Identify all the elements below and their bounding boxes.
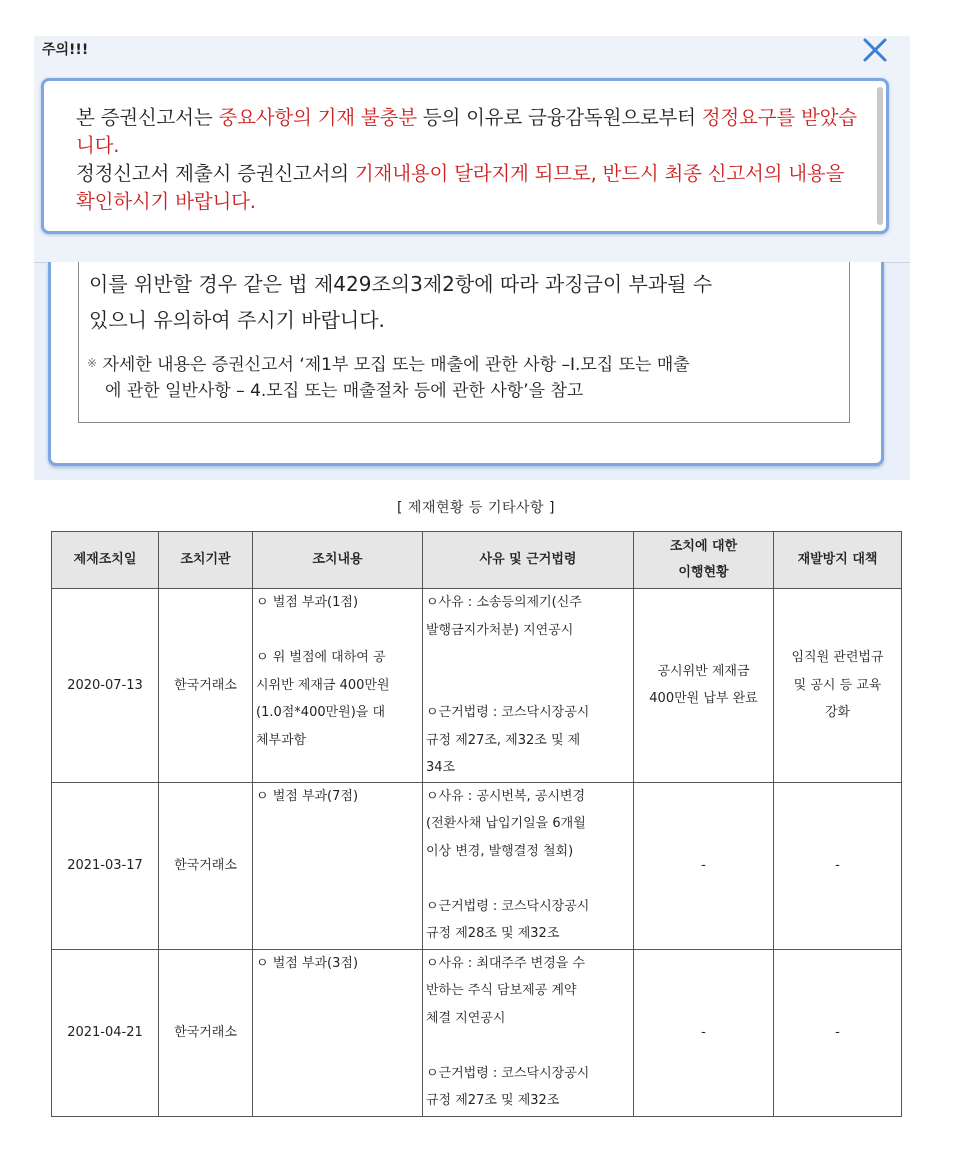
column-header-label: 제재조치일: [73, 552, 137, 567]
column-header-label: 조치에 대한: [669, 539, 738, 554]
column-header: [774, 532, 902, 589]
prevention-cell: [774, 782, 902, 949]
prevention-cell-line: 강화: [824, 705, 851, 720]
action-cell-line: ㅇ 벌점 부과(1점): [256, 595, 359, 610]
reason-cell-line: 규정 제28조 및 제32조: [426, 926, 560, 941]
column-header: [159, 532, 253, 589]
implementation-cell-line: 공시위반 제재금: [657, 663, 750, 679]
alert-text-segment: 정정신고서 제출시 증권신고서의: [76, 162, 355, 185]
reason-cell-line: 발행금지가처분) 지연공시: [426, 622, 574, 638]
reason-cell-line: ㅇ사유 : 최대주주 변경을 수: [426, 955, 586, 971]
reason-cell-line: ㅇ근거법령 : 코스닥시장공시: [426, 898, 590, 914]
implementation-cell: [634, 589, 774, 783]
alert-text-segment: 본 증권신고서는: [76, 106, 219, 129]
action-cell: [253, 949, 423, 1116]
column-header-label: 사유 및 근거법령: [479, 552, 577, 567]
column-header: [253, 532, 423, 589]
reason-cell-line: 규정 제27조, 제32조 및 제: [426, 732, 581, 748]
prevention-cell-line: 임직원 관련법규: [791, 650, 884, 665]
alert-text: [76, 104, 866, 216]
reason-cell-line: 이상 변경, 발행결정 철회): [426, 843, 574, 859]
agency-cell: 한국거래소: [159, 949, 253, 1116]
column-header-label: 조치내용: [312, 552, 363, 567]
reference-line: 자세한 내용은 증권신고서 ‘제1부 모집 또는 매출에 관한 사항 –I.모집 또는 매출: [102, 355, 690, 375]
table-header-row: [52, 532, 902, 589]
reason-cell-line: [426, 865, 630, 893]
sanction-date-cell: 2021-04-21: [52, 949, 159, 1116]
reason-cell-line: 34조: [426, 760, 456, 775]
sanctions-table: [51, 531, 902, 1117]
implementation-cell-line: 400만원 납부 완료: [649, 691, 758, 707]
warning-box: [78, 262, 850, 423]
action-cell-line: [256, 617, 419, 645]
column-header-label: 이행현황: [678, 565, 729, 580]
alert-box: [41, 78, 889, 234]
implementation-cell-line: -: [701, 857, 706, 873]
prevention-cell: [774, 949, 902, 1116]
reference-mark: ※: [87, 356, 98, 370]
implementation-cell-line: -: [701, 1024, 706, 1040]
reason-cell: [423, 782, 634, 949]
warning-line: 있으니 유의하여 주시기 바랍니다.: [89, 308, 385, 332]
reason-cell-line: 체결 지연공시: [426, 1010, 506, 1026]
action-cell-line: ㅇ 벌점 부과(3점): [256, 955, 359, 971]
column-header: [52, 532, 159, 589]
action-cell-line: ㅇ 벌점 부과(7점): [256, 788, 359, 804]
prevention-cell-line: 및 공시 등 교육: [793, 677, 882, 693]
reason-cell-line: ㅇ사유 : 공시번복, 공시변경: [426, 788, 586, 804]
agency-cell: 한국거래소: [159, 589, 253, 783]
reason-cell-line: ㅇ근거법령 : 코스닥시장공시: [426, 1065, 590, 1081]
action-cell: [253, 782, 423, 949]
table-row: [52, 782, 902, 949]
table-row: [52, 589, 902, 783]
alert-text-segment: 등의 이유로 금융감독원으로부터: [416, 106, 702, 129]
sanction-date-cell: 2020-07-13: [52, 589, 159, 783]
reference-line: 에 관한 일반사항 – 4.모집 또는 매출절차 등에 관한 사항’을 참고: [105, 381, 584, 401]
close-icon[interactable]: [861, 36, 889, 64]
column-header: [423, 532, 634, 589]
column-header: [634, 532, 774, 589]
prevention-cell: [774, 589, 902, 783]
reason-cell: [423, 949, 634, 1116]
reason-cell-line: 규정 제27조 및 제32조: [426, 1093, 560, 1108]
reason-cell: [423, 589, 634, 783]
alert-emphasis-text: 정정요구를 받았습니다.: [76, 106, 857, 157]
notice-title: 주의!!!: [42, 42, 89, 58]
action-cell-line: ㅇ 위 벌점에 대하여 공: [256, 650, 386, 665]
notice-popup: [34, 36, 910, 480]
action-cell-line: (1.0점*400만원)을 대: [256, 705, 386, 720]
action-cell-line: 체부과함: [256, 732, 307, 748]
alert-scrollbar[interactable]: [877, 87, 883, 225]
sanction-date-cell: 2021-03-17: [52, 782, 159, 949]
column-header-label: 조치기관: [180, 552, 231, 567]
alert-emphasis-text: 기재내용이 달라지게 되므로, 반드시 최종 신고서의 내용을 확인하시기 바랍니다.: [76, 162, 845, 213]
alert-emphasis-text: 중요사항의 기재 불충분: [218, 106, 417, 129]
warning-line: 이를 위반할 경우 같은 법 제429조의3제2항에 따라 과징금이 부과될 수: [89, 272, 713, 296]
prevention-cell-line: -: [835, 1024, 840, 1040]
reason-cell-line: 반하는 주식 담보제공 계약: [426, 983, 577, 998]
reference-note: [87, 350, 842, 404]
action-cell: [253, 589, 423, 783]
reason-cell-line: [426, 672, 630, 700]
section-caption: [ 제재현황 등 기타사항 ]: [397, 500, 555, 516]
column-header-label: 재발방지 대책: [797, 552, 878, 567]
reason-cell-line: ㅇ근거법령 : 코스닥시장공시: [426, 705, 590, 720]
table-row: [52, 949, 902, 1116]
implementation-cell: [634, 949, 774, 1116]
prevention-cell-line: -: [835, 857, 840, 873]
reason-cell-line: ㅇ사유 : 소송등의제기(신주: [426, 595, 582, 610]
action-cell-line: 시위반 제재금 400만원: [256, 677, 390, 693]
warning-main-text: [89, 266, 839, 338]
reason-cell-line: [426, 644, 630, 672]
agency-cell: 한국거래소: [159, 782, 253, 949]
reason-cell-line: [426, 1032, 630, 1060]
implementation-cell: [634, 782, 774, 949]
reason-cell-line: (전환사채 납입기일을 6개월: [426, 816, 586, 831]
